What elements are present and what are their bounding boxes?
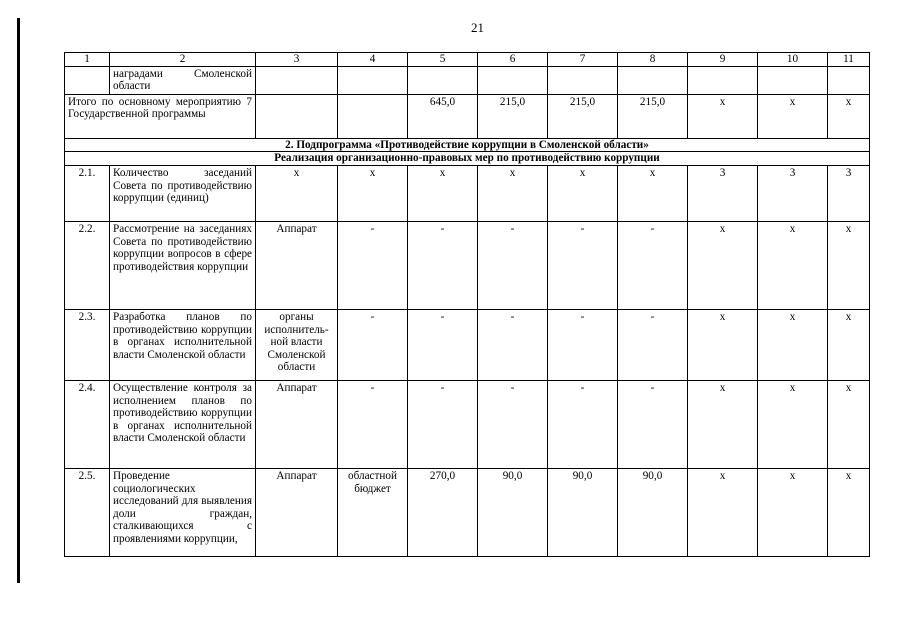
column-header: 3 [256,53,338,67]
program-table [64,52,870,557]
cell-value: х [758,221,828,309]
cell-index: 2.2. [65,221,110,309]
cell-value: - [618,380,688,468]
cell-value: х [408,165,478,221]
cell-description: Рассмотрение на заседаниях Совета по противодействию коррупции вопросов в сфере противодействия коррупции [110,221,256,309]
cell-executor: Аппарат [256,380,338,468]
column-header: 1 [65,53,110,67]
cell-value: - [548,309,618,380]
cell-value: - [618,221,688,309]
cell-description: Проведение социологических исследований для выявления доли граждан, сталкивающихся с проявлениями коррупции, [110,468,256,556]
cell-value: х [828,94,870,138]
cell-value: х [758,468,828,556]
cell-description: Осуществление контроля за исполнением планов по противодействию коррупции в органах исполнительной власти Смоленской области [110,380,256,468]
column-number-row [65,53,870,67]
cell-value: х [548,165,618,221]
cell-value: 215,0 [618,94,688,138]
cell-value: 270,0 [408,468,478,556]
cell-value: х [828,468,870,556]
cell-value: 3 [688,165,758,221]
cell-executor: Аппарат [256,468,338,556]
cell-value: - [478,309,548,380]
cell-value: 215,0 [478,94,548,138]
cell-value: х [688,221,758,309]
cell-value: 3 [758,165,828,221]
column-header: 10 [758,53,828,67]
column-header: 2 [110,53,256,67]
cell-source: областной бюджет [338,468,408,556]
table-row [65,66,870,94]
cell-index: 2.5. [65,468,110,556]
cell-value: - [548,221,618,309]
table-row [65,380,870,468]
cell-value: - [338,309,408,380]
table-row [65,221,870,309]
cell-value: - [478,221,548,309]
cell-value: - [618,309,688,380]
cell-value: х [758,380,828,468]
cell-value: - [408,221,478,309]
column-header: 6 [478,53,548,67]
cell-description: наградами Смоленской области [110,66,256,94]
cell-value: х [338,165,408,221]
cell-description: Разработка планов по противодействию коррупции в органах исполнительной власти Смоленской области [110,309,256,380]
column-header: 8 [618,53,688,67]
cell-value: - [408,380,478,468]
cell-value: х [758,309,828,380]
cell-value: х [688,468,758,556]
cell-value: 645,0 [408,94,478,138]
cell-value: 90,0 [548,468,618,556]
left-margin-rule [17,18,20,583]
cell-index: 2.1. [65,165,110,221]
column-header: 5 [408,53,478,67]
cell-value: 3 [828,165,870,221]
section-header-row [65,138,870,152]
cell-index: 2.3. [65,309,110,380]
column-header: 9 [688,53,758,67]
cell-value: - [478,380,548,468]
cell-executor: органы исполнитель-ной власти Смоленской области [256,309,338,380]
cell-value: х [256,165,338,221]
total-row [65,94,870,138]
total-label: Итого по основному мероприятию 7 Государственной программы [65,94,256,138]
table-row [65,468,870,556]
cell-value: х [828,309,870,380]
cell-value: х [758,94,828,138]
cell-value: х [618,165,688,221]
cell-value: - [408,309,478,380]
cell-value: - [548,380,618,468]
cell-value: х [478,165,548,221]
cell-value: х [828,380,870,468]
cell-executor: Аппарат [256,221,338,309]
cell-value: 90,0 [478,468,548,556]
cell-value: - [338,221,408,309]
cell-value: х [688,309,758,380]
column-header: 11 [828,53,870,67]
column-header: 4 [338,53,408,67]
section-title: 2. Подпрограмма «Противодействие коррупции в Смоленской области» [65,138,870,152]
subsection-title: Реализация организационно-правовых мер по противодействию коррупции [65,152,870,166]
cell-value: х [688,380,758,468]
cell-value: х [828,221,870,309]
column-header: 7 [548,53,618,67]
cell-value: 90,0 [618,468,688,556]
cell-value: х [688,94,758,138]
subsection-header-row [65,152,870,166]
table-row [65,309,870,380]
cell-description: Количество заседаний Совета по противодействию коррупции (единиц) [110,165,256,221]
page-number: 21 [471,20,484,35]
cell-value: 215,0 [548,94,618,138]
cell-index: 2.4. [65,380,110,468]
cell-value: - [338,380,408,468]
table-row [65,165,870,221]
